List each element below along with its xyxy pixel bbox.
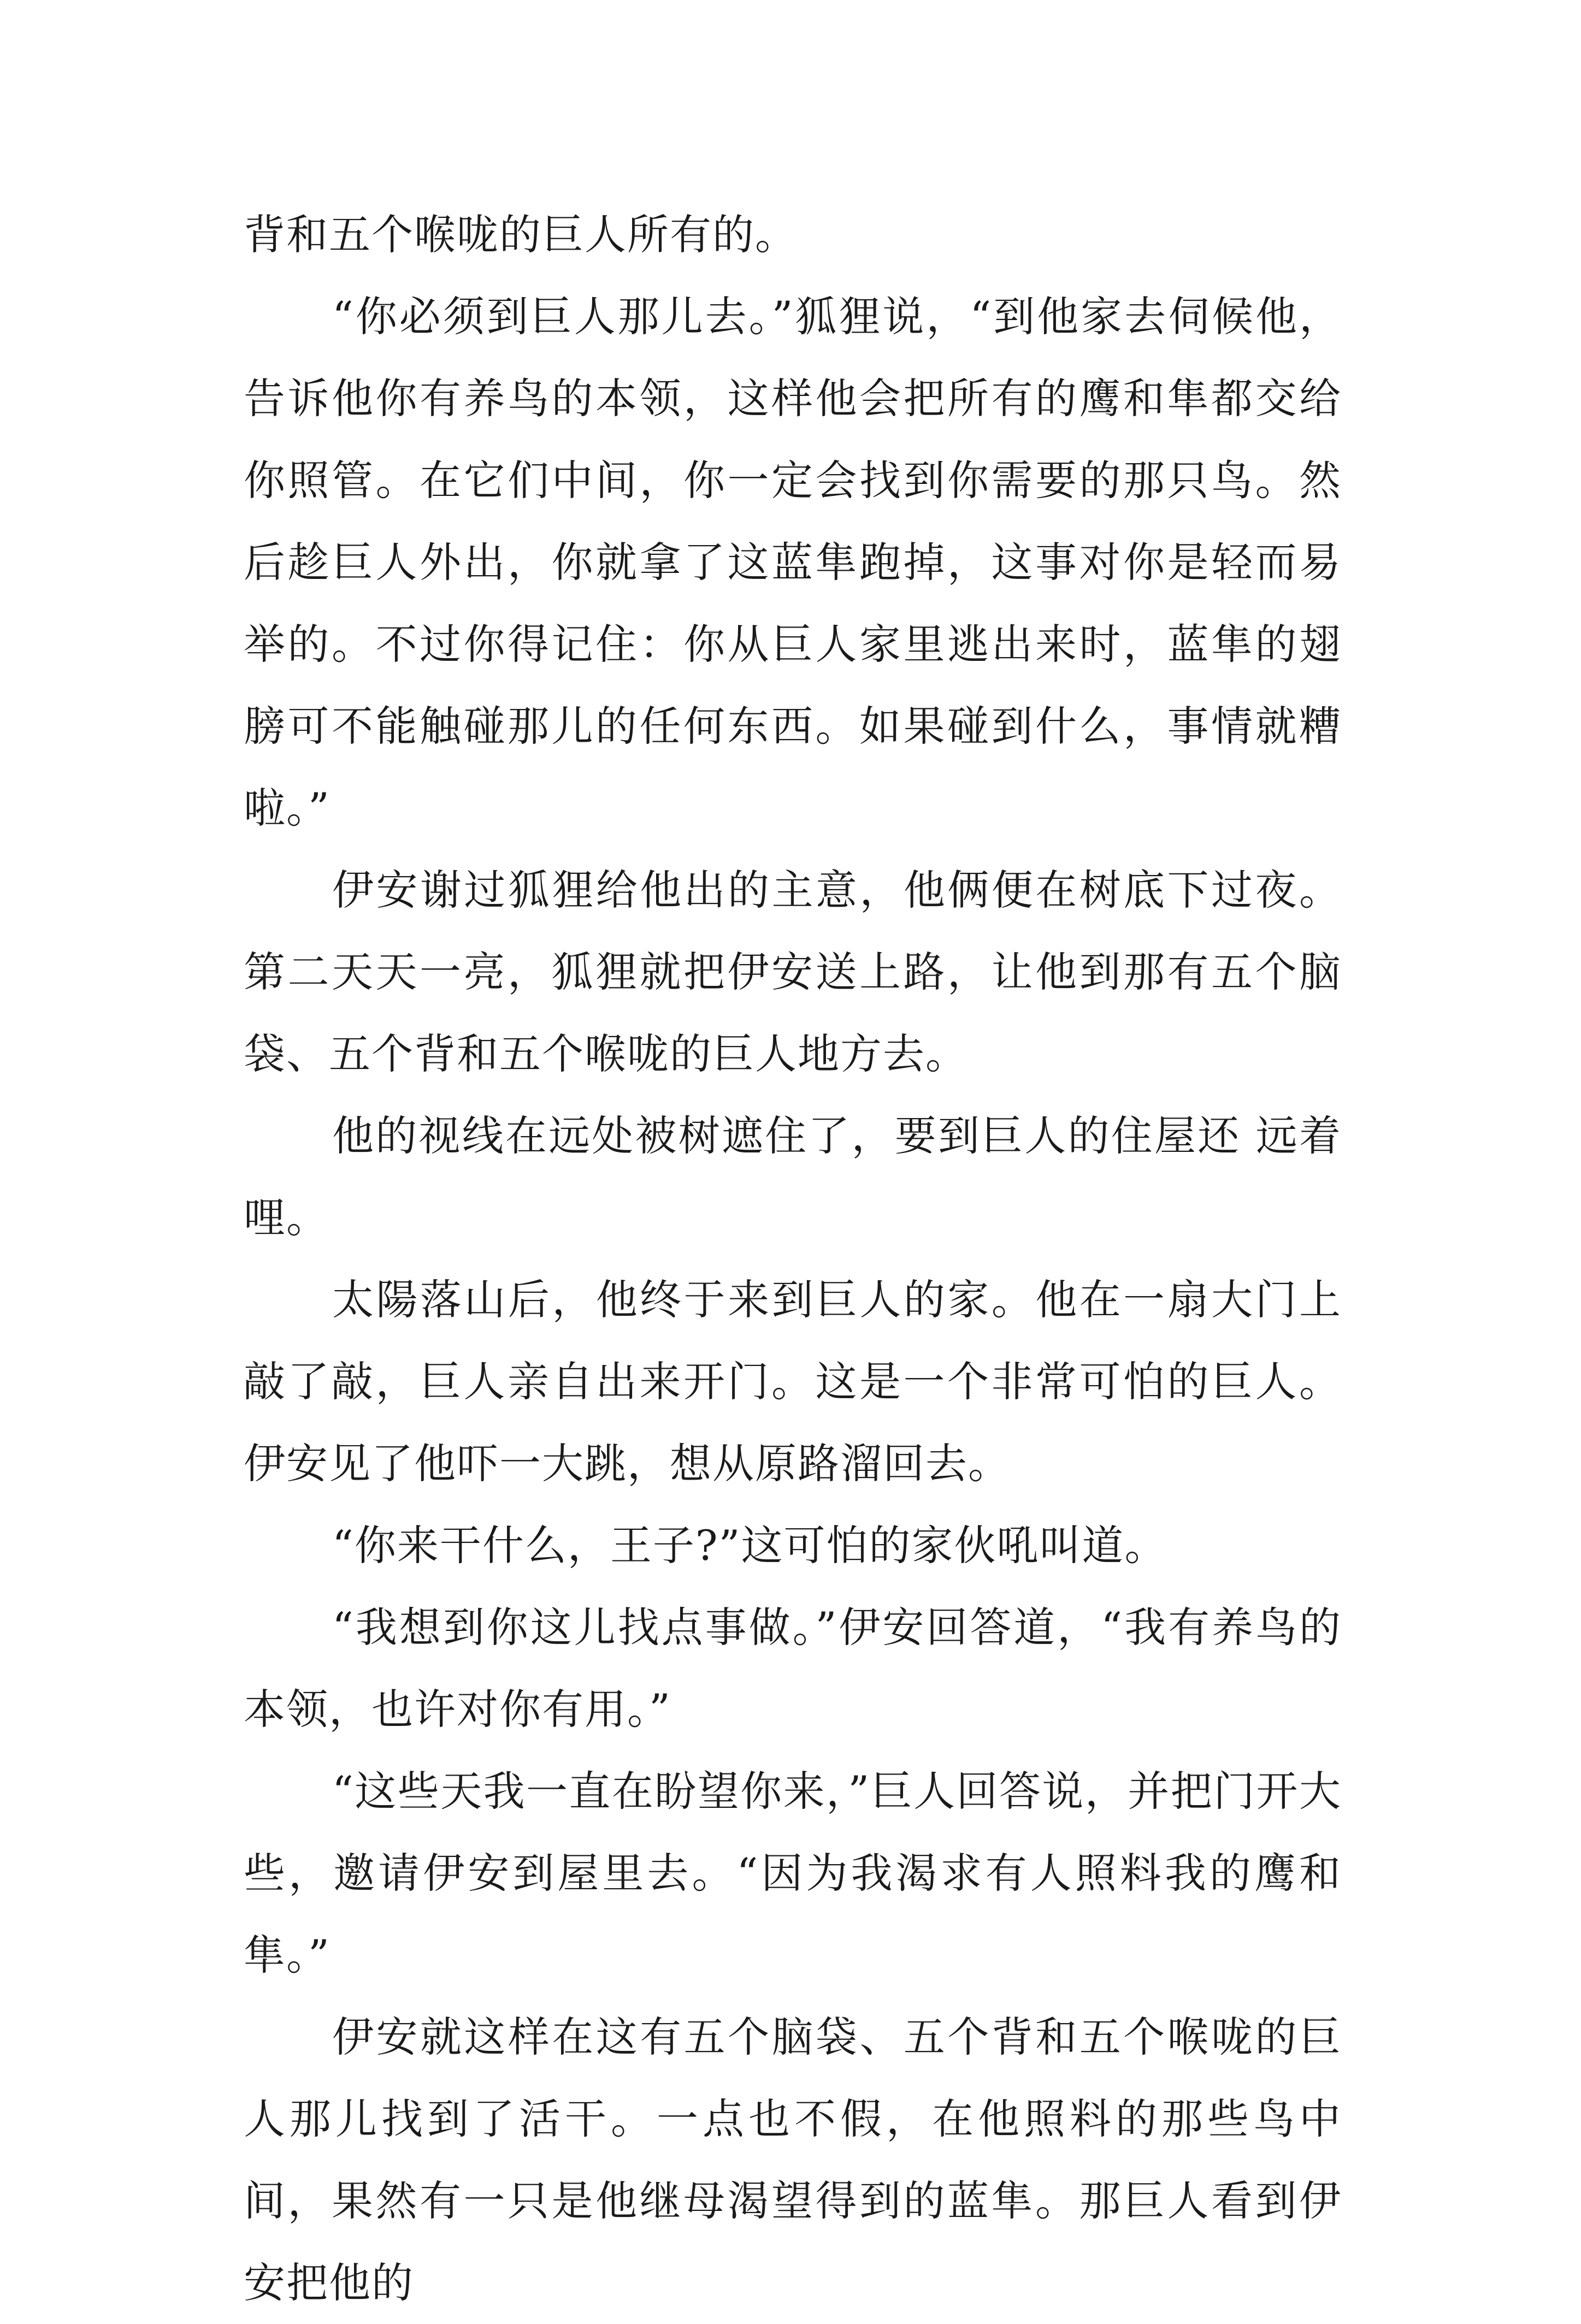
paragraph-ian-finds-work: 伊安就这样在这有五个脑袋、五个背和五个喉咙的巨人那儿找到了活干。一点也不假，在他照料的那些鸟中间，果然有一只是他继母渴望得到的蓝隼。那巨人看到伊安把他的 — [244, 2013, 1342, 2307]
paragraph-giant-invites: “这些天我一直在盼望你来，”巨人回答说，并把门开大些，邀请伊安到屋里去。“因为我渴求有人照料我的鹰和隼。” — [244, 1767, 1342, 1979]
paragraph-ian-answers: “我想到你这儿找点事做。”伊安回答道，“我有养鸟的本领，也许对你有用。” — [244, 1603, 1342, 1734]
paragraph-fox-advice: “你必须到巨人那儿去。”狐狸说，“到他家去伺候他，告诉他你有养鸟的本领，这样他会把所有的鹰和隼都交给你照管。在它们中间，你一定会找到你需要的那只鸟。然后趁巨人外出，你就拿了这蓝隼跑掉，这事对你是轻而易举的。不过你得记住：你从巨人家里逃出来时，蓝隼的翅膀可不能触碰那儿的任何东西。如果碰到什么，事情就糟啦。” — [244, 292, 1342, 832]
paragraph-night-under-tree: 伊安谢过狐狸给他出的主意，他俩便在树底下过夜。第二天天一亮，狐狸就把伊安送上路，让他到那有五个脑袋、五个背和五个喉咙的巨人地方去。 — [244, 866, 1342, 1078]
paragraph-continuation: 背和五个喉咙的巨人所有的。 — [244, 210, 798, 259]
paragraph-giant-roars: “你来干什么，王子?”这可怕的家伙吼叫道。 — [332, 1521, 1167, 1570]
paragraph-view-blocked: 他的视线在远处被树遮住了，要到巨人的住屋还 远着哩。 — [244, 1111, 1342, 1242]
paragraph-arrival-at-giant: 太陽落山后，他终于来到巨人的家。他在一扇大门上敲了敲，巨人亲自出来开门。这是一个非常可怕的巨人。伊安见了他吓一大跳，想从原路溜回去。 — [244, 1275, 1342, 1488]
story-text — [244, 194, 1342, 2324]
